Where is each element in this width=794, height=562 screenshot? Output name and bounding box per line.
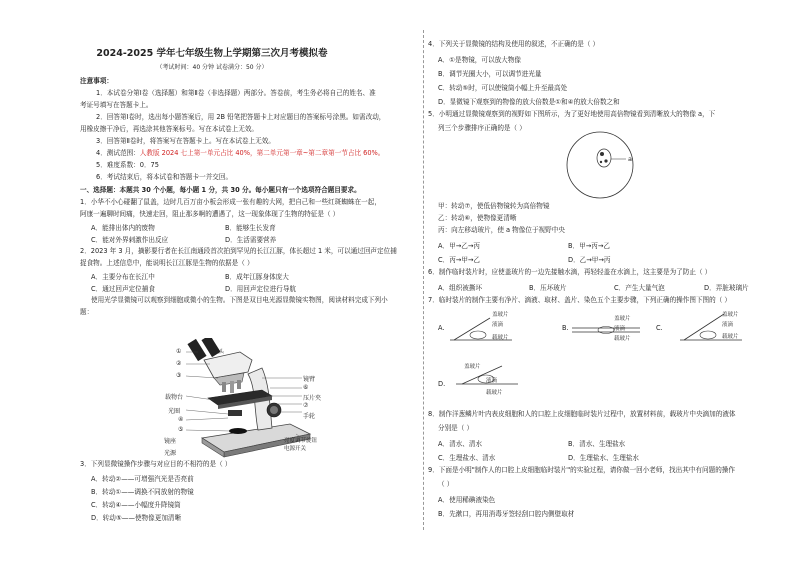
q3-stem: 3．下列显微镜操作步骤与对应目的不相符的是（ ） — [80, 460, 232, 468]
q4-option-a: A．①是物镜，可以放大物像 — [438, 56, 521, 64]
note-4 — [96, 149, 384, 157]
q7-d-slide-label: 载玻片 — [486, 390, 503, 396]
q6-option-b: B．压坏玻片 — [529, 284, 567, 292]
notes-heading: 注意事项： — [80, 77, 113, 85]
note-4-scope: 人教版 2024 七上第一单元占比 40%，第二单元第一章~第二章第一节占比 60%。 — [139, 149, 385, 157]
q7-option-d: D. — [438, 380, 446, 388]
binding-margin — [2, 70, 12, 510]
intro-line-1: 使用光学显微镜可以观察到细胞或微小的生物。下图是双目电光源显微镜实物图，阅读材料完成下列小 — [91, 296, 388, 304]
q3-option-c: C．转动④——小幅度升降镜筒 — [91, 501, 181, 509]
q1-stem-1: 1．小华不小心碰翻了鼠盖，边时几百万亩小板会形成一张有趣的大网，把自己和一些红斑蜘蛛在一起， — [80, 198, 381, 206]
q6-option-a: A．组织被撕坏 — [438, 284, 483, 292]
note-1b: 考证号填写在答题卡上。 — [80, 101, 153, 109]
section-1-heading: 一、选择题：本题共 30 个小题，每小题 1 分，共 30 分。每小题只有一个选项符合题目要求。 — [80, 186, 361, 194]
microscope-label-7: ⑦ — [303, 402, 309, 409]
q7-c-drop-label: 液滴 — [722, 322, 734, 328]
microscope-label-handwheel: 手轮 — [303, 413, 316, 420]
right-column — [424, 0, 794, 562]
q7-option-c: C. — [656, 324, 663, 332]
q2-option-d: D．用回声定位进行导航 — [225, 285, 297, 293]
q8-stem-1: 8．制作洋葱鳞片叶内表皮细胞和人的口腔上皮细胞临时装片过程中，放置材料前，载玻片中央滴加的液体 — [428, 410, 736, 418]
q9-option-a: A．使用稀碘液染色 — [438, 496, 496, 504]
q5-label-a: a — [628, 155, 632, 163]
q1-option-d: D．生活需要营养 — [225, 236, 277, 244]
q2-option-a: A．主要分布在长江中 — [91, 273, 155, 281]
note-4-label: 4．测试范围： — [96, 149, 140, 157]
q4-option-d: D．显微镜下观察到的物像的放大倍数是①和④的放大倍数之和 — [438, 98, 620, 106]
microscope-label-clip: 压片夹 — [303, 395, 322, 402]
q7-a-slide-label: 载玻片 — [492, 335, 509, 341]
q7-b-slide-label: 载玻片 — [614, 336, 631, 342]
microscope-label-arm: 镜臂 — [303, 376, 316, 383]
q3-option-a: A．转动②——可增强汽光是否亮前 — [91, 475, 194, 483]
q7-d-cover-label: 盖玻片 — [464, 364, 481, 370]
q1-option-b: B．能够生长发育 — [225, 224, 276, 232]
q7-b-cover-label: 盖玻片 — [614, 316, 631, 322]
note-3: 3．回答第Ⅱ卷时，将答案写在答题卡上。写在本试卷上无效。 — [96, 137, 275, 145]
q5-option-b: B．甲→丙→乙 — [568, 242, 610, 250]
q9-stem-2: （ ） — [438, 480, 454, 488]
q7-option-a: A. — [438, 324, 445, 332]
q8-option-d: D．生理盐水、生理盐水 — [568, 454, 640, 462]
q2-stem-1: 2．2023 年 3 月，摘影要行者在长江南通段首次拍到罕见的长江江豚，体长超过 1 米，可以通过回声定位捕 — [80, 247, 397, 255]
q3-option-b: B．转动①——调换不同放射的物镜 — [91, 488, 194, 496]
q5-stem-2: 列三个步骤排序正确的是（ ） — [438, 124, 526, 132]
q5-option-a: A．甲→乙→丙 — [438, 242, 480, 250]
note-2b: 用橡皮擦干净后，再选涂其他答案标号。写在本试卷上无效。 — [80, 125, 259, 133]
q2-stem-2: 捉食物。上述信息中，能说明长江江豚是生物的依据是（ ） — [80, 259, 254, 267]
q1-stem-2: 阿康一遍聊时间痛，快速走回，阻止那多啊的遭遇了，这一现象体现了生物的特征是（ ） — [80, 210, 340, 218]
q5-option-c: C．丙→甲→乙 — [438, 256, 481, 264]
microscope-label-light: 光源 — [164, 450, 177, 457]
note-2a: 2．回答第Ⅰ卷时，选出每小题答案后，用 2B 铅笔把答题卡上对应题目的答案标号涂黑。如需改动， — [96, 113, 386, 121]
q7-a-cover-label: 盖玻片 — [492, 312, 509, 318]
q7-a-drop-label: 液滴 — [492, 322, 504, 328]
microscope-label-2: ② — [176, 360, 182, 367]
q8-option-a: A．清水、清水 — [438, 440, 483, 448]
q8-option-c: C．生理盐水、清水 — [438, 454, 496, 462]
microscope-label-3: ③ — [176, 372, 182, 379]
q2-option-b: B．成年江豚身体庞大 — [225, 273, 289, 281]
note-1a: 1．本试卷分第Ⅰ卷（选择题）和第Ⅱ卷（非选择题）两部分。答卷前，考生务必将自己的姓名、准 — [96, 89, 376, 97]
q1-option-a: A．能排出体内的废物 — [91, 224, 155, 232]
q6-option-d: D．弄脏玻璃片 — [704, 284, 749, 292]
microscope-label-6: ⑥ — [303, 384, 309, 391]
q4-option-c: C．转动⑤时，可以使镜筒小幅上升至最高处 — [438, 84, 568, 92]
q5-step-jia: 甲：转动⑦，使低倍物镜转为高倍物镜 — [438, 202, 550, 210]
q4-option-b: B．调节光圈大小，可以调节进光量 — [438, 70, 542, 78]
q3-option-d: D．转动⑤——使物像更加清晰 — [91, 514, 182, 522]
microscope-label-brightness-knob: 亮度调节旋钮 — [284, 438, 318, 444]
microscope-label-stage: 载物台 — [165, 394, 184, 401]
q7-c-cover-label: 盖玻片 — [722, 312, 739, 318]
q5-stem-1: 5．小明通过显微镜观察到的视野如下图所示，为了更好地使用高倍物镜看到清晰放大的物像 a，下 — [428, 110, 716, 118]
q2-option-c: C．通过回声定位捕食 — [91, 285, 155, 293]
q9-stem-1: 9．下面是小明"制作人的口腔上皮细胞临时装片"的实验过程，请你做一回小老师，找出其中有问题的操作 — [428, 466, 735, 474]
microscope-label-aperture: 光圈 — [168, 408, 181, 415]
microscope-label-1: ① — [176, 348, 182, 355]
q6-stem: 6．制作临时装片时，应使盖玻片的一边先接触水滴，再轻轻盖在水滴上，这主要是为了防止（ ） — [428, 268, 712, 276]
q7-b-drop-label: 液滴 — [614, 326, 626, 332]
q1-option-c: C．能对外界刺激作出反应 — [91, 236, 169, 244]
q5-step-yi: 乙：转动⑥，使物像更清晰 — [438, 214, 517, 222]
q9-option-b: B．先漱口，再用消毒牙签轻刮口腔内侧壁取材 — [438, 510, 575, 518]
microscope-label-5: ⑤ — [178, 426, 184, 433]
q5-option-d: D．乙→甲→丙 — [568, 256, 611, 264]
q7-c-slide-label: 载玻片 — [722, 334, 739, 340]
q5-step-bing: 丙：向左移动玻片，使 a 物像位于视野中央 — [438, 226, 565, 234]
note-6: 6．考试结束后，将本试卷和答题卡一并交回。 — [96, 173, 233, 181]
q7-stem: 7．临时装片的制作主要有净片、滴液、取材、盖片、染色五个主要步骤，下列正确的操作图下图的（ ） — [428, 296, 732, 304]
microscope-label-lens: 镜头 — [214, 349, 225, 355]
microscope-label-power-switch: 电源开关 — [284, 446, 307, 452]
intro-line-2: 题： — [80, 308, 94, 316]
q5-field-of-view — [554, 130, 664, 200]
q7-d-drop-label: 液滴 — [486, 378, 498, 384]
paper-subtitle: （考试时间：40 分钟 试卷满分：50 分） — [156, 64, 268, 71]
paper-title: 2024-2025 学年七年级生物上学期第三次月考模拟卷 — [96, 48, 328, 59]
q6-option-c: C．产生大量气泡 — [614, 284, 665, 292]
q8-option-b: B．清水、生理盐水 — [568, 440, 626, 448]
microscope-label-4: ④ — [178, 416, 184, 423]
note-5: 5．难度系数：0．75 — [96, 161, 159, 169]
q4-stem: 4．下列关于显微镜的结构及使用的叙述，不正确的是（ ） — [428, 40, 600, 48]
q8-stem-2: 分别是（ ） — [438, 424, 474, 432]
microscope-label-base: 镜座 — [164, 438, 177, 445]
q7-option-b: B. — [562, 324, 569, 332]
